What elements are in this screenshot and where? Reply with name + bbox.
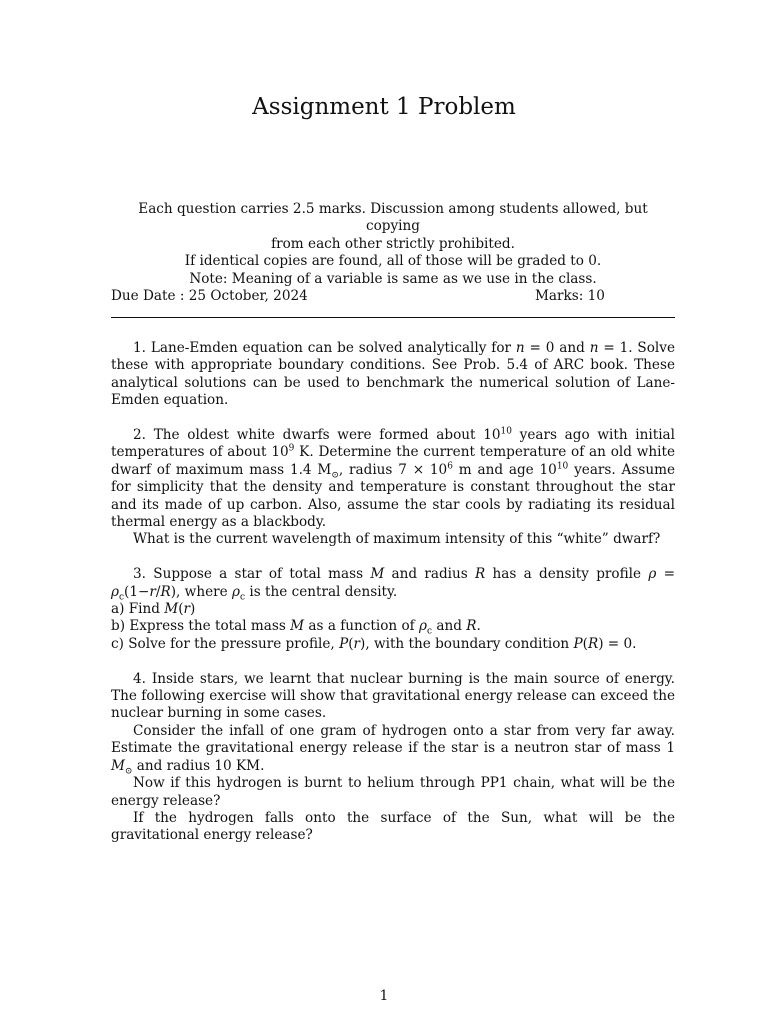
question-text [111,340,675,410]
question-3 [111,566,675,653]
page-number: 1 [379,988,389,1004]
question-part-c [111,636,675,653]
text: years ago with initial temperatures of about 10 [111,427,676,461]
text: Inside stars, we learnt that nuclear burning is the main source of energy. The following exercise will show that gravitational energy release can exceed the nuclear burning in some cases. [111,670,675,722]
text: ), where [170,583,232,600]
question-subparagraph: What is the current wavelength of maximum intensity of this “white” dwarf? [133,531,661,548]
question-subparagraph: Now if this hydrogen is burnt to helium through PP1 chain, what will be the energy release? [111,775,675,809]
text: ( [178,601,184,618]
text: and radius 10 KM. [132,757,265,774]
exponent: 6 [447,461,453,472]
text: and radius [384,566,476,583]
text: The oldest white dwarfs were formed about 10 [153,427,501,444]
text: / [155,583,161,600]
math-var: r [353,635,361,652]
math-var: R [160,583,171,600]
text: (1− [124,583,150,600]
math-var: P [573,635,583,652]
math-var: M [370,566,385,583]
text: b) Express the total mass [111,618,291,635]
instruction-line: If identical copies are found, all of those will be graded to 0. [184,253,602,270]
questions-list [111,340,675,862]
question-number: 2. [133,427,146,444]
question-number: 3. [133,566,146,583]
math-var: R [466,618,477,635]
math-var: R [475,566,486,583]
text: is the central density. [245,583,398,600]
question-4 [111,671,675,845]
question-number: 4. [133,670,146,687]
math-var: ρ [648,566,657,583]
math-var: R [587,635,599,652]
text: K. Determine the current temperature of an old white dwarf of maximum mass 1.4 M [111,444,675,478]
text: has a density profile [485,566,649,583]
math-var: P [339,635,349,652]
math-var: M [290,618,305,635]
exponent: 10 [556,461,569,472]
text: ( [582,635,588,652]
text: , radius 7 × 10 [338,461,448,478]
math-var: r [149,583,156,600]
question-1 [111,340,675,410]
question-subparagraph [111,723,675,775]
instruction-line: Note: Meaning of a variable is same as we use in the class. [189,270,597,287]
text: Consider the infall of one gram of hydrogen onto a star from very far away. Estimate the gravitational energy release if the star is a neutron star of mass 1 [111,722,675,757]
subscript: c [119,592,125,603]
total-marks: Marks: 10 [535,288,605,304]
text: ( [348,635,354,652]
page-title: Assignment 1 Problem [252,94,516,120]
math-var: n [589,340,599,356]
horizontal-rule [111,317,675,318]
instruction-line: Each question carries 2.5 marks. Discussion among students allowed, but copying [138,201,648,235]
question-number: 1. [133,340,146,356]
text: Suppose a star of total mass [153,566,371,583]
math-var: ρ [231,583,240,600]
text: ) [190,601,196,618]
instruction-line: from each other strictly prohibited. [271,235,515,252]
text: = [656,566,675,583]
due-date: Due Date : 25 October, 2024 [111,288,308,304]
question-part-b [111,618,675,638]
math-var: M [164,601,179,618]
question-subparagraph: If the hydrogen falls onto the surface of the Sun, what will be the gravitational energy release? [111,809,675,844]
math-var: ρ [111,583,119,600]
solar-symbol: ⊙ [124,766,133,777]
text: c) Solve for the pressure profile, [111,635,340,652]
text: ), with the boundary condition [360,635,574,652]
subscript: c [239,592,246,603]
math-var: n [515,340,525,356]
math-var: ρ [419,618,428,635]
text: = 0 and [524,340,590,356]
exponent: 9 [288,443,295,454]
text: . [476,618,481,635]
text: and [432,618,467,635]
subscript: c [427,627,433,638]
question-text [111,671,675,723]
text: ) = 0. [598,635,637,652]
text: Lane-Emden equation can be solved analytically for [150,340,516,356]
instructions-block [110,201,676,288]
question-2 [111,427,675,549]
math-var: r [183,601,191,618]
question-text [111,427,675,531]
text: = 1. Solve these with appropriate boundary conditions. See Prob. 5.4 of ARC book. These analytical solutions can be used to benchmark the numerical solution of Lane-Emden equation. [111,340,675,409]
math-var: M [111,757,125,774]
text: years. Assume for simplicity that the density and temperature is constant throughout the star and its made of up carbon. Also, assume the star cools by radiating its residual thermal energy as a blackbody. [111,461,676,531]
solar-symbol: ⊙ [331,470,339,481]
text: m and age 10 [452,461,557,478]
text: as a function of [304,618,420,635]
exponent: 10 [500,426,512,437]
question-part-a [111,601,675,618]
text: a) Find [111,601,165,618]
question-text [111,566,675,601]
